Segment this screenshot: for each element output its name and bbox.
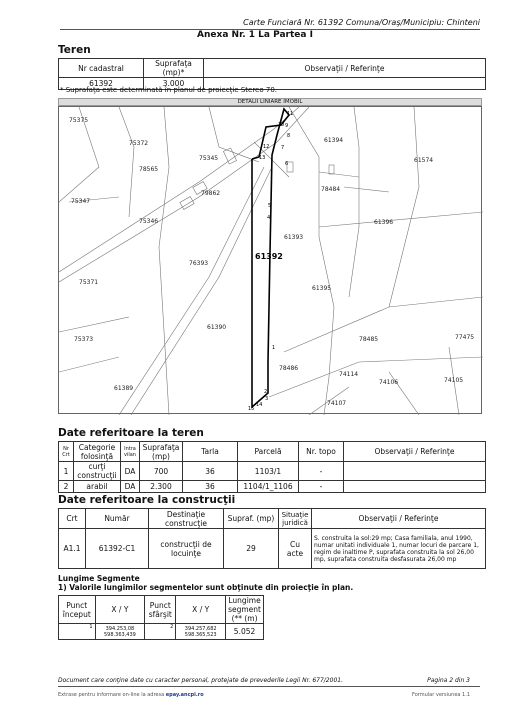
segmente-subtitle: 1) Valorile lungimilor segmentelor sunt obţinute din proiecţie în plan. — [58, 583, 354, 592]
map-drawing — [59, 107, 483, 415]
footer-note: Document care conţine date cu caracter personal, protejate de prevederile Legii Nr. 677/2001. — [58, 677, 343, 684]
teren-cell-suprafata: 3.000 — [144, 78, 204, 90]
map-label: 74106 — [379, 379, 399, 386]
footer-extras — [58, 692, 204, 698]
table-cell: 2 — [145, 624, 176, 640]
table-cell: arabil — [74, 481, 121, 493]
segment-header: Lungime segment (** (m) — [226, 596, 264, 624]
constr-header: Destinaţie construcţie — [149, 509, 224, 529]
footer-rule — [58, 686, 480, 687]
map-point: 13 — [259, 155, 266, 161]
table-cell: 5.052 — [226, 624, 264, 640]
map-point: 12 — [263, 144, 270, 150]
table-cell: DA — [121, 462, 140, 481]
map-label: 61574 — [414, 157, 434, 164]
map-point: 6 — [285, 161, 289, 167]
table-cell: 61392-C1 — [86, 529, 149, 569]
constr-table — [58, 508, 486, 569]
map-label: 78484 — [321, 186, 341, 193]
map-label: 74114 — [339, 371, 359, 378]
map-title: DETALII LINIARE IMOBIL — [58, 98, 482, 106]
segmente-title: Lungime Segmente — [58, 574, 140, 583]
teren-ref-header: Intra vilan — [121, 442, 140, 462]
map-label: 61393 — [284, 234, 304, 241]
map-point: 9 — [285, 123, 289, 129]
teren-ref-table — [58, 441, 486, 493]
map-point: 2 — [264, 389, 268, 395]
teren-ref-header: Observaţii / Referinţe — [344, 442, 486, 462]
cadastral-map — [58, 106, 482, 414]
map-label: 78486 — [279, 365, 299, 372]
map-label: 74107 — [327, 400, 347, 407]
map-label: 74105 — [444, 377, 464, 384]
table-cell: DA — [121, 481, 140, 493]
map-label-parcel: 61392 — [255, 252, 283, 261]
teren-ref-header: Tarla — [183, 442, 238, 462]
section-constr-title: Date referitoare la construcţii — [58, 494, 236, 506]
table-cell: 36 — [183, 462, 238, 481]
table-cell: 29 — [224, 529, 279, 569]
constr-header: Supraf. (mp) — [224, 509, 279, 529]
map-label: 61395 — [312, 285, 332, 292]
segment-header: X / Y — [95, 596, 145, 624]
map-label: 75375 — [69, 117, 89, 124]
map-point: 3 — [265, 396, 269, 402]
map-label: 78485 — [359, 336, 379, 343]
table-cell — [344, 481, 486, 493]
segmente-table — [58, 595, 264, 640]
map-point: 10 — [278, 122, 285, 128]
table-cell: 2 — [59, 481, 74, 493]
table-cell: 36 — [183, 481, 238, 493]
section-teren-title: Teren — [58, 44, 91, 56]
table-cell: - — [299, 462, 344, 481]
map-point: 4 — [267, 215, 271, 221]
map-point: 1 — [272, 345, 276, 351]
map-label: 75346 — [139, 218, 159, 225]
teren-header-cadastral: Nr cadastral — [59, 59, 144, 78]
annex-title: Anexa Nr. 1 La Partea I — [197, 30, 313, 40]
footer-form: Formular versiunea 1.1 — [412, 692, 470, 698]
teren-header-obs: Observaţii / Referinţe — [204, 59, 486, 78]
footer-extras-text: Extrase pentru informare on-line la adresa — [58, 692, 165, 698]
map-point: 7 — [281, 145, 285, 151]
map-point: 5 — [268, 203, 272, 209]
teren-ref-header: Parcelă — [238, 442, 299, 462]
table-cell-obs: S. construita la sol:29 mp; Casa familiala, anul 1990, numar unitati individuale 1, numar locuri de parcare 1, regim de inaltime P, suprafata construita la sol 26,00 mp, suprafata construita desfasurata 26,00 mp — [312, 529, 486, 569]
map-label: 61389 — [114, 385, 134, 392]
table-cell — [344, 462, 486, 481]
map-label: 77475 — [455, 334, 475, 341]
map-label: 75373 — [74, 336, 94, 343]
teren-ref-header: Nr. topo — [299, 442, 344, 462]
table-cell: 2.300 — [140, 481, 183, 493]
constr-header: Număr — [86, 509, 149, 529]
segment-header: Punct sfârşit — [145, 596, 176, 624]
teren-ref-header: Nr Crt — [59, 442, 74, 462]
map-point: 15 — [248, 406, 255, 412]
map-label: 61394 — [324, 137, 344, 144]
teren-note: * Suprafaţa este determinată în planul de proiecţie Stereo 70. — [60, 86, 278, 94]
map-point: 8 — [287, 133, 291, 139]
map-label: 61390 — [207, 324, 227, 331]
teren-ref-header: Categorie folosinţă — [74, 442, 121, 462]
table-cell: 1104/1_1106 — [238, 481, 299, 493]
teren-ref-header: Suprafaţa (mp) — [140, 442, 183, 462]
table-cell: curţi construcţii — [74, 462, 121, 481]
page-header-title: Carte Funciară Nr. 61392 Comuna/Oraş/Municipiu: Chinteni — [243, 18, 480, 27]
table-cell: 1 — [59, 462, 74, 481]
segment-header: Punct început — [59, 596, 96, 624]
constr-header: Observaţii / Referinţe — [312, 509, 486, 529]
table-cell: 700 — [140, 462, 183, 481]
table-cell: A1.1 — [59, 529, 86, 569]
footer-site-link[interactable]: epay.ancpi.ro — [165, 692, 204, 698]
map-label: 76393 — [189, 260, 209, 267]
footer-page: Pagina 2 din 3 — [427, 677, 470, 684]
table-cell: 394.253,08 598.363,439 — [95, 624, 145, 640]
map-label: 75371 — [79, 279, 99, 286]
table-cell: 1 — [59, 624, 96, 640]
table-cell: 394.257,682 598.365,523 — [176, 624, 226, 640]
map-label: 79862 — [201, 190, 221, 197]
teren-cell-cadastral: 61392 — [59, 78, 144, 90]
segment-header: X / Y — [176, 596, 226, 624]
map-label: 61396 — [374, 219, 394, 226]
map-label: 75345 — [199, 155, 219, 162]
map-point: 11 — [287, 111, 294, 117]
table-cell: Cu acte — [279, 529, 312, 569]
table-cell: 1103/1 — [238, 462, 299, 481]
constr-header: Situaţie juridică — [279, 509, 312, 529]
constr-header: Crt — [59, 509, 86, 529]
teren-header-suprafata: Suprafaţa (mp)* — [144, 59, 204, 78]
table-cell: construcţii de locuinţe — [149, 529, 224, 569]
section-teren-ref-title: Date referitoare la teren — [58, 427, 204, 439]
map-label: 78565 — [139, 166, 159, 173]
map-label: 75347 — [71, 198, 91, 205]
map-point: 14 — [256, 402, 263, 408]
map-label: 75372 — [129, 140, 149, 147]
table-cell: - — [299, 481, 344, 493]
